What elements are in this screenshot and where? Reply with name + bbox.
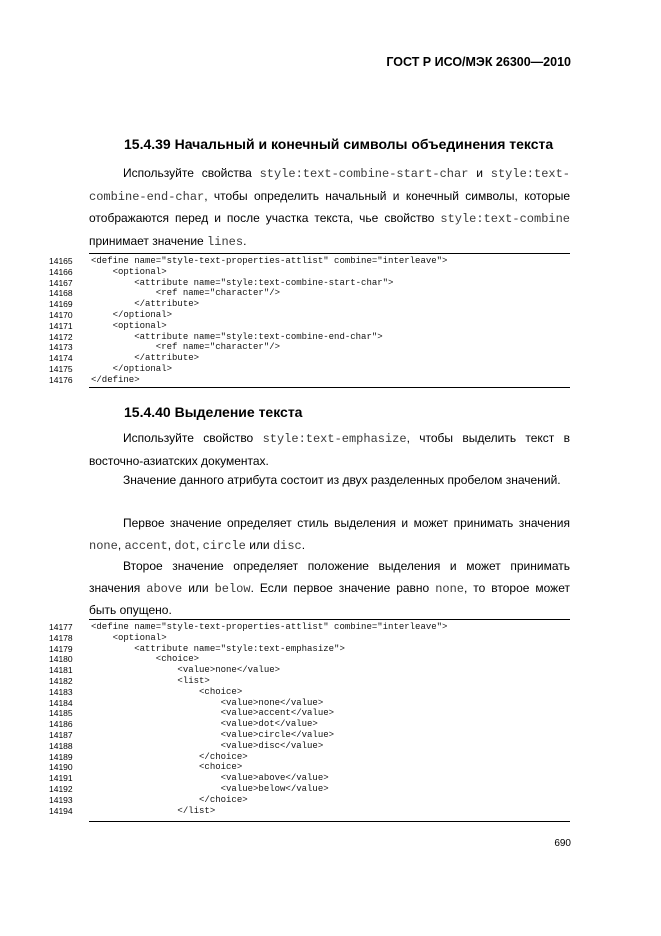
line-number: 14182: [49, 675, 73, 686]
line-number: 14181: [49, 665, 73, 676]
line-number: 14193: [49, 794, 73, 805]
code-line: [49, 277, 570, 289]
code-line: [49, 794, 570, 806]
code-term: circle: [202, 538, 246, 553]
code-line: [49, 675, 570, 687]
code-text: <define name="style-text-properties-attlist" combine="interleave">: [91, 256, 448, 266]
code-term: above: [146, 581, 183, 596]
text-run: , чтобы выделить текст в восточно-азиатских документах.: [89, 431, 570, 468]
code-line: [49, 288, 570, 299]
line-number: 14168: [49, 288, 73, 299]
code-line: [49, 708, 570, 719]
line-number: 14178: [49, 632, 73, 643]
line-number: 14184: [49, 697, 73, 708]
code-line: [49, 773, 570, 784]
code-line: [49, 320, 570, 332]
line-number: 14165: [49, 256, 73, 266]
text-run: ,: [195, 537, 203, 552]
line-number: 14176: [49, 374, 73, 385]
line-number: 14171: [49, 320, 73, 331]
code-text: <attribute name="style:text-emphasize">: [91, 643, 345, 654]
code-line: [49, 719, 570, 730]
code-text: <value>none</value>: [91, 697, 324, 708]
code-line: [49, 654, 570, 665]
code-line: [49, 805, 570, 817]
code-text: </optional>: [91, 309, 173, 320]
text-run: или: [245, 537, 273, 552]
code-listing-1: [49, 253, 570, 388]
code-text: <value>none</value>: [91, 665, 281, 676]
text-run: Первое значение определяет стиль выделения и может принимать значения: [123, 516, 570, 530]
text-run: ,: [167, 537, 175, 552]
code-text: </optional>: [91, 363, 173, 374]
code-text: <value>dot</value>: [91, 719, 318, 730]
line-number: 14172: [49, 331, 73, 342]
section-heading-15-4-40: 15.4.40 Выделение текста: [124, 404, 303, 420]
code-listing-2: [49, 619, 570, 822]
code-text: <optional>: [91, 266, 167, 277]
code-line: [49, 665, 570, 676]
code-term: lines: [207, 234, 244, 249]
document-header: ГОСТ Р ИСО/МЭК 26300—2010: [386, 55, 571, 69]
text-run: .: [243, 233, 247, 248]
code-term: style:text-combine-start-char: [259, 167, 469, 181]
line-number: 14190: [49, 762, 73, 773]
line-number: 14166: [49, 266, 73, 277]
code-line: [49, 697, 570, 709]
code-text: </attribute>: [91, 299, 200, 310]
code-text: <attribute name="style:text-combine-start-char">: [91, 277, 394, 288]
code-text: <list>: [91, 675, 210, 686]
code-term: style:text-emphasize: [262, 432, 407, 446]
line-number: 14192: [49, 783, 73, 794]
section-2-paragraph-4: [89, 556, 570, 622]
line-number: 14169: [49, 299, 73, 310]
code-term: accent: [124, 538, 168, 553]
text-run: , чтобы определить начальный и конечный символы, которые отображаются перед и после участка текста, чье свойство: [89, 188, 570, 225]
line-number: 14189: [49, 751, 73, 762]
code-term: below: [214, 581, 251, 596]
line-number: 14187: [49, 729, 73, 740]
code-line: [49, 374, 570, 386]
code-text: <attribute name="style:text-combine-end-char">: [91, 331, 383, 342]
code-text: <choice>: [91, 654, 200, 665]
code-text: </attribute>: [91, 353, 200, 364]
text-run: Используйте свойства: [123, 166, 260, 180]
code-text: <choice>: [91, 762, 243, 773]
line-number: 14175: [49, 363, 73, 374]
code-term: style:text-combine: [440, 212, 570, 226]
code-text: <value>accent</value>: [91, 708, 335, 719]
code-term: style:text-combine-end-char: [89, 167, 570, 204]
text-run: ,: [117, 537, 125, 552]
text-run: , то второе может быть опущено.: [89, 580, 570, 617]
section-2-paragraph-3: [89, 513, 570, 557]
section-2-paragraph-2: [89, 470, 570, 492]
text-run: Значение данного атрибута состоит из двух разделенных пробелом значений.: [123, 473, 561, 487]
code-text: <value>above</value>: [91, 773, 329, 784]
line-number: 14185: [49, 708, 73, 719]
line-number: 14167: [49, 277, 73, 288]
code-line: [49, 266, 570, 278]
line-number: 14179: [49, 643, 73, 654]
code-text: <ref name="character"/>: [91, 288, 281, 299]
text-run: Используйте свойство: [123, 431, 263, 445]
line-number: 14191: [49, 773, 73, 784]
section-heading-15-4-39: 15.4.39 Начальный и конечный символы объединения текста: [124, 136, 554, 152]
code-line: [49, 622, 570, 633]
code-text: <choice>: [91, 686, 243, 697]
code-line: [49, 309, 570, 321]
line-number: 14180: [49, 654, 73, 665]
code-line: [49, 751, 570, 763]
text-run: или: [182, 580, 215, 595]
code-text: <value>circle</value>: [91, 729, 335, 740]
code-text: </list>: [91, 805, 216, 816]
code-text: <define name="style-text-properties-attlist" combine="interleave">: [91, 622, 448, 632]
code-line: [49, 643, 570, 655]
code-text: <ref name="character"/>: [91, 342, 281, 353]
line-number: 14173: [49, 342, 73, 353]
code-line: [49, 729, 570, 741]
code-term: dot: [174, 538, 196, 553]
code-text: </choice>: [91, 751, 248, 762]
text-run: .: [301, 537, 306, 552]
line-number: 14194: [49, 805, 73, 816]
code-line: [49, 363, 570, 375]
text-run: принимает значение: [89, 233, 208, 248]
code-line: [49, 740, 570, 752]
code-text: </choice>: [91, 794, 248, 805]
code-text: <optional>: [91, 320, 167, 331]
code-term: disc: [272, 538, 302, 553]
code-text: <value>disc</value>: [91, 740, 324, 751]
text-run: и: [468, 166, 491, 180]
line-number: 14177: [49, 622, 73, 632]
code-line: [49, 632, 570, 644]
line-number: 14186: [49, 719, 73, 730]
line-number: 14174: [49, 353, 73, 364]
code-term: none: [89, 538, 118, 553]
code-term: none: [435, 581, 464, 596]
code-text: <value>below</value>: [91, 783, 329, 794]
text-run: Второе значение определяет положение выделения и может принимать значения: [89, 559, 570, 595]
code-line: [49, 256, 570, 267]
line-number: 14183: [49, 686, 73, 697]
text-run: . Если первое значение равно: [250, 580, 436, 595]
section-2-paragraph-1: [89, 428, 570, 472]
page-number: 690: [554, 838, 571, 849]
code-text: <optional>: [91, 632, 167, 643]
code-line: [49, 686, 570, 698]
code-line: [49, 783, 570, 795]
section-1-paragraph: [89, 163, 570, 253]
code-line: [49, 353, 570, 364]
code-line: [49, 299, 570, 310]
code-line: [49, 762, 570, 773]
line-number: 14170: [49, 309, 73, 320]
line-number: 14188: [49, 740, 73, 751]
code-text: </define>: [91, 374, 140, 385]
code-line: [49, 331, 570, 343]
code-line: [49, 342, 570, 353]
